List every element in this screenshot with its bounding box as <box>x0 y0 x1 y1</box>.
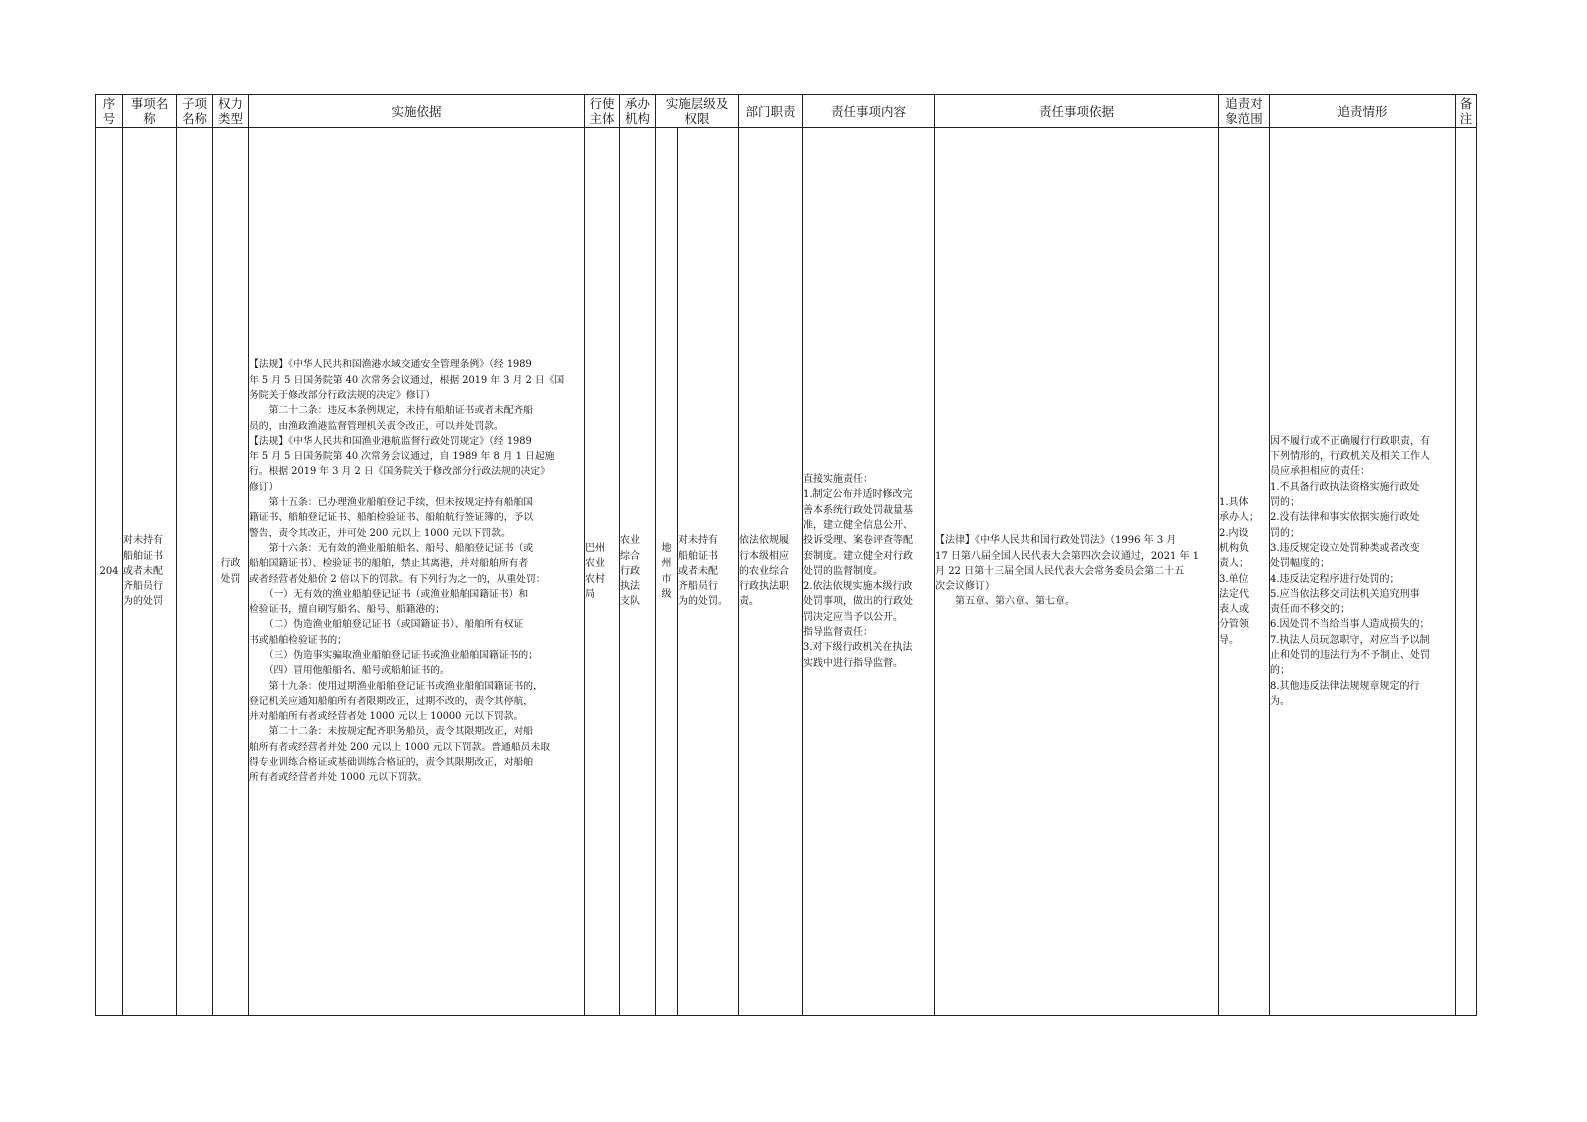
header-resp-basis: 责任事项依据 <box>935 95 1219 128</box>
cell-basis: 【法规】《中华人民共和国渔港水域交通安全管理条例》（经 1989 年 5 月 5 日国务院第 40 次常务会议通过，根据 2019 年 3 月 2 日《国 务院关于修改部分行政法规的决定》修订） 第二十二条：违反本条例规定，未持有船舶证书或者未配齐船 员的，由渔政渔港监督管理机关责令改正，可以并处罚款。 【法规】《中华人民共和国渔业港航监督行政处罚规定》（经 1989 年 5 月 5 日国务院第 40 次常务会议通过，自 1989 年 8 月 1 日起施 行。根据 2019 年 3 月 2 日《国务院关于修改部分行政法规的决定》 修订） 第十五条：已办理渔业船舶登记手续，但未按规定持有船舶国 籍证书、船舶登记证书、船舶检验证书、船舶航行签证簿的，予以 警告，责令其改正，并可处 200 元以上 1000 元以下罚款。 第十六条：无有效的渔业船舶船名、船号、船舶登记证书（或 船舶国籍证书）、检验证书的船舶，禁止其离港，并对船舶所有者 或者经营者处船价 2 倍以下的罚款。有下列行为之一的，从重处罚： （一）无有效的渔业船舶登记证书（或渔业船舶国籍证书）和 检验证书，擅自刷写船名、船号、船籍港的； （二）伪造渔业船舶登记证书（或国籍证书）、船舶所有权证 书或船舶检验证书的； （三）伪造事实骗取渔业船舶登记证书或渔业船舶国籍证书的； （四）冒用他船船名、船号或船舶证书的。 第十九条：使用过期渔业船舶登记证书或渔业船舶国籍证书的， 登记机关应通知船舶所有者限期改正，过期不改的，责令其停航， 并对船舶所有者或经营者处 1000 元以上 10000 元以下罚款。 第二十二条：未按规定配齐职务船员，责令其限期改正，对船 舶所有者或经营者并处 200 元以上 1000 元以下罚款。普通船员未取 得专业训练合格证或基础训练合格证的，责令其限期改正，对船舶 所有者或经营者并处 1000 元以下罚款。 <box>249 128 585 1016</box>
header-subject: 行使 主体 <box>585 95 620 128</box>
cell-level-b: 对未持有 船舶证书 或者未配 齐船员行 为的处罚。 <box>678 128 739 1016</box>
header-seq: 序 号 <box>96 95 123 128</box>
cell-subject: 巴州 农业 农村 局 <box>585 128 620 1016</box>
cell-remark <box>1456 128 1477 1016</box>
header-row <box>96 95 1477 128</box>
cell-scope: 1.具体 承办人； 2.内设 机构负 责人； 3.单位 法定代 表人或 分管领 导。 <box>1219 128 1270 1016</box>
header-level: 实施层级及 权限 <box>656 95 739 128</box>
cell-resp-basis: 【法律】《中华人民共和国行政处罚法》（1996 年 3 月 17 日第八届全国人民代表大会第四次会议通过，2021 年 1 月 22 日第十三届全国人民代表大会常务委员会第二十五 次会议修订） 第五章、第六章、第七章。 <box>935 128 1219 1016</box>
table-row <box>96 128 1477 1016</box>
header-item-name: 事项名 称 <box>123 95 177 128</box>
cell-power-type: 行政 处罚 <box>213 128 249 1016</box>
header-situation: 追责情形 <box>1270 95 1456 128</box>
header-remark: 备 注 <box>1456 95 1477 128</box>
cell-situation: 因不履行或不正确履行行政职责，有 下列情形的，行政机关及相关工作人 员应承担相应的责任： 1.不具备行政执法资格实施行政处 罚的； 2.没有法律和事实依据实施行政处 罚的； 3.违反规定设立处罚种类或者改变 处罚幅度的； 4.违反法定程序进行处罚的； 5.应当依法移交司法机关追究刑事 责任而不移交的； 6.因处罚不当给当事人造成损失的； 7.执法人员玩忽职守，对应当予以制 止和处罚的违法行为不予制止、处罚 的； 8.其他违反法律法规规章规定的行 为。 <box>1270 128 1456 1016</box>
accountability-table <box>95 94 1477 1016</box>
header-basis: 实施依据 <box>249 95 585 128</box>
header-scope: 追责对 象范围 <box>1219 95 1270 128</box>
cell-level-a: 地 州 市 级 <box>656 128 678 1016</box>
header-power-type: 权力 类型 <box>213 95 249 128</box>
cell-office: 农业 综合 行政 执法 支队 <box>620 128 656 1016</box>
header-duty: 部门职责 <box>739 95 803 128</box>
cell-item-name: 对未持有 船舶证书 或者未配 齐船员行 为的处罚 <box>123 128 177 1016</box>
header-resp-content: 责任事项内容 <box>803 95 935 128</box>
header-office: 承办 机构 <box>620 95 656 128</box>
cell-sub-name <box>177 128 213 1016</box>
cell-seq: 204 <box>96 128 123 1016</box>
cell-resp-content: 直接实施责任： 1.制定公布并适时修改完 善本系统行政处罚裁量基 准，建立健全信息公开、 投诉受理、案卷评查等配 套制度。建立健全对行政 处罚的监督制度。 2.依法依规实施本级行政 处罚事项，做出的行政处 罚决定应当予以公开。 指导监督责任： 3.对下级行政机关在执法 实践中进行指导监督。 <box>803 128 935 1016</box>
cell-duty: 依法依规履 行本级相应 的农业综合 行政执法职 责。 <box>739 128 803 1016</box>
header-sub-name: 子项 名称 <box>177 95 213 128</box>
